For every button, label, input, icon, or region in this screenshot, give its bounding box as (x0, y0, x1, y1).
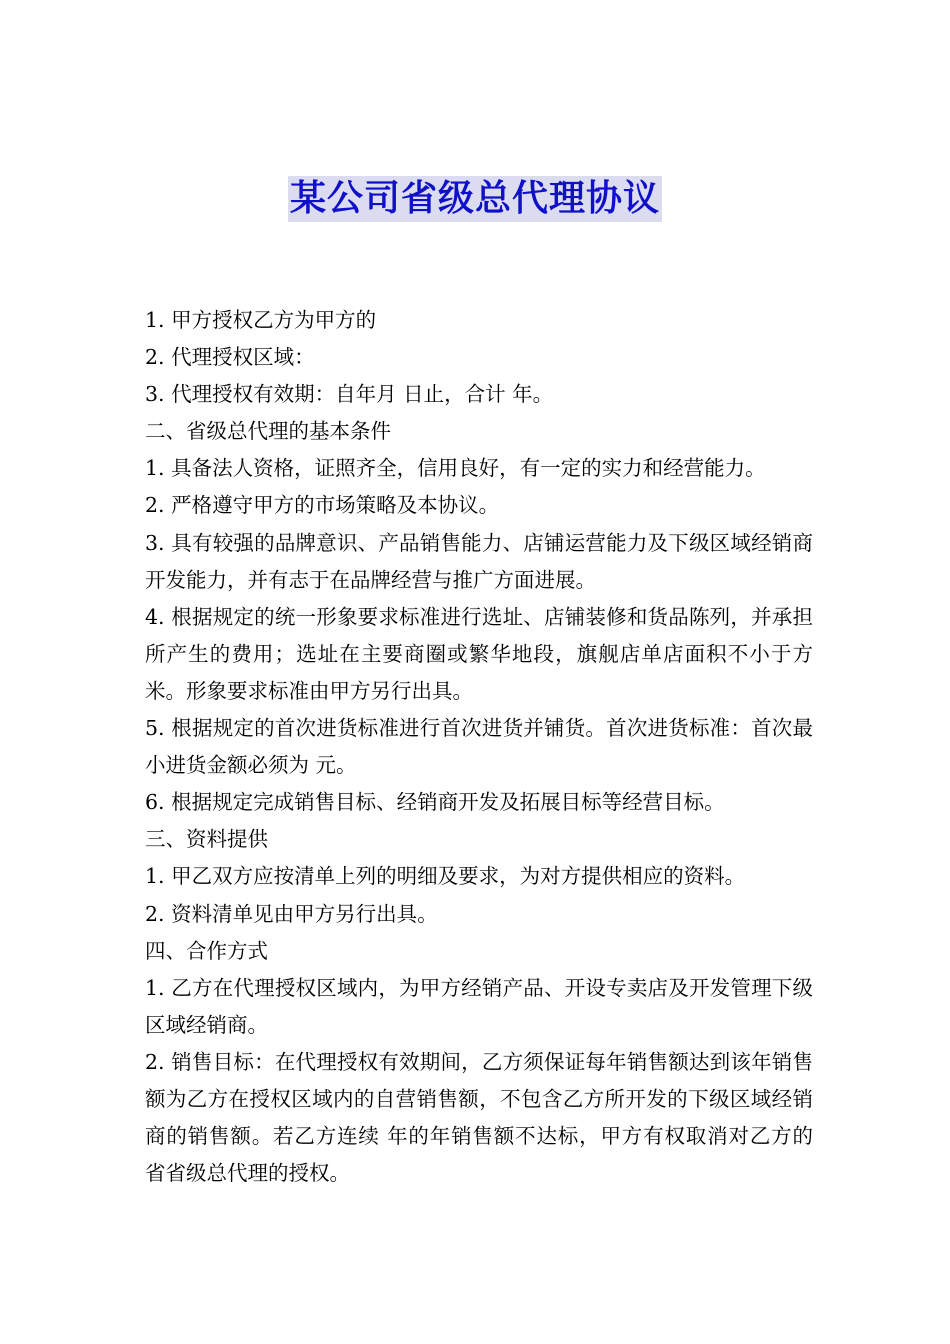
paragraph: 2. 资料清单见由甲方另行出具。 (145, 901, 438, 926)
paragraph: 1. 乙方在代理授权区域内，为甲方经销产品、开设专卖店及开发管理下级区域经销商。 (145, 975, 813, 1037)
paragraph: 6. 根据规定完成销售目标、经销商开发及拓展目标等经营目标。 (145, 790, 725, 815)
paragraph: 2. 代理授权区域： (145, 345, 315, 370)
document-body (145, 302, 813, 1192)
document-title: 某公司省级总代理协议 (288, 176, 662, 222)
section-heading: 三、资料提供 (145, 827, 268, 852)
paragraph: 2. 销售目标：在代理授权有效期间，乙方须保证每年销售额达到该年销售额为乙方在授权区域内的自营销售额，不包含乙方所开发的下级区域经销商的销售额。若乙方连续 年的年销售额不达标，甲方有权取消对乙方的 省省级总代理的授权。 (145, 1049, 813, 1186)
paragraph: 4. 根据规定的统一形象要求标准进行选址、店铺装修和货品陈列，并承担所产生的费用；选址在主要商圈或繁华地段，旗舰店单店面积不小于方米。形象要求标准由甲方另行出具。 (145, 604, 813, 703)
paragraph: 1. 甲乙双方应按清单上列的明细及要求，为对方提供相应的资料。 (145, 864, 746, 889)
paragraph: 1. 甲方授权乙方为甲方的 (145, 308, 377, 332)
paragraph: 5. 根据规定的首次进货标准进行首次进货并铺货。首次进货标准：首次最小进货金额必须为 元。 (145, 716, 813, 778)
section-heading: 四、合作方式 (145, 938, 268, 963)
paragraph: 3. 具有较强的品牌意识、产品销售能力、店铺运营能力及下级区域经销商开发能力，并有志于在品牌经营与推广方面进展。 (145, 530, 813, 592)
paragraph: 2. 严格遵守甲方的市场策略及本协议。 (145, 493, 500, 518)
title-container (0, 176, 950, 222)
section-heading: 二、省级总代理的基本条件 (145, 419, 391, 444)
paragraph: 1. 具备法人资格，证照齐全，信用良好，有一定的实力和经营能力。 (145, 456, 766, 481)
paragraph: 3. 代理授权有效期：自年月 日止，合计 年。 (145, 382, 554, 407)
